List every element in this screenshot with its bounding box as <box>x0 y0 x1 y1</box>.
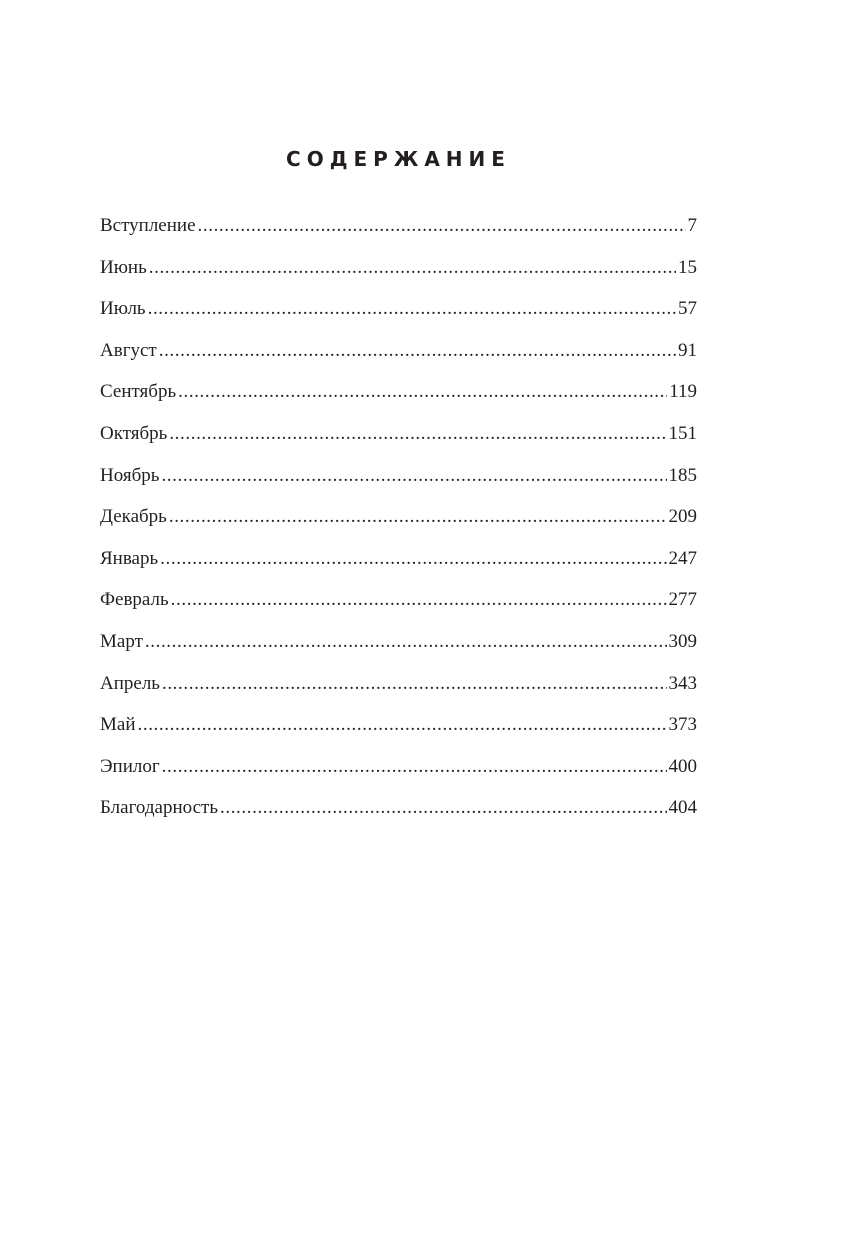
dot-leader <box>160 541 666 577</box>
toc-entry-title: Апрель <box>100 672 160 694</box>
toc-entry <box>100 499 697 541</box>
toc-entry-title: Вступление <box>100 215 196 236</box>
toc-entry-page-number: 209 <box>668 506 697 528</box>
toc-entry-page-number: 119 <box>669 381 697 403</box>
dot-leader <box>169 499 667 535</box>
toc-entry <box>100 416 697 458</box>
toc-entry-title: Август <box>100 339 157 361</box>
toc-entry <box>100 208 697 250</box>
toc-entry-page-number: 343 <box>668 672 697 694</box>
dot-leader <box>145 624 667 660</box>
toc-entry <box>100 624 697 666</box>
table-of-contents <box>100 208 697 832</box>
toc-entry-title: Июль <box>100 298 146 320</box>
toc-entry-page-number: 151 <box>668 422 697 444</box>
dot-leader <box>138 707 667 743</box>
toc-entry-page-number: 247 <box>668 547 697 569</box>
dot-leader <box>171 582 667 618</box>
toc-entry <box>100 250 697 292</box>
toc-entry-page-number: 57 <box>678 298 697 320</box>
toc-entry <box>100 749 697 791</box>
toc-entry-page-number: 185 <box>668 464 697 486</box>
toc-entry-title: Май <box>100 714 136 736</box>
toc-entry-title: Март <box>100 630 143 652</box>
toc-entry-page-number: 91 <box>678 339 697 361</box>
dot-leader <box>162 749 667 785</box>
toc-entry-page-number: 15 <box>678 256 697 278</box>
dot-leader <box>169 416 666 452</box>
dot-leader <box>148 291 676 327</box>
dot-leader <box>161 458 666 494</box>
toc-entry-page-number: 400 <box>668 755 697 777</box>
toc-entry <box>100 333 697 375</box>
toc-entry <box>100 790 697 832</box>
toc-entry <box>100 707 697 749</box>
toc-entry <box>100 666 697 708</box>
toc-entry-title: Октябрь <box>100 422 168 444</box>
toc-entry-page-number: 404 <box>668 797 697 819</box>
dot-leader <box>162 666 667 702</box>
toc-entry-title: Июнь <box>100 256 147 278</box>
dot-leader <box>198 208 686 244</box>
toc-entry <box>100 291 697 333</box>
toc-entry-title: Январь <box>100 547 159 569</box>
toc-entry-title: Сентябрь <box>100 381 177 403</box>
toc-entry-page-number: 373 <box>668 714 697 736</box>
dot-leader <box>220 790 667 826</box>
toc-entry-title: Ноябрь <box>100 464 160 486</box>
toc-entry-page-number: 277 <box>668 589 697 611</box>
dot-leader <box>149 250 676 286</box>
toc-entry <box>100 458 697 500</box>
toc-entry-title: Благодарность <box>100 797 218 819</box>
toc-entry-page-number: 7 <box>687 215 697 236</box>
toc-entry <box>100 541 697 583</box>
toc-entry-title: Декабрь <box>100 506 167 528</box>
toc-entry-page-number: 309 <box>668 630 697 652</box>
toc-entry <box>100 374 697 416</box>
dot-leader <box>159 333 676 369</box>
dot-leader <box>178 374 667 410</box>
toc-heading: СОДЕРЖАНИЕ <box>286 147 511 171</box>
toc-entry-title: Эпилог <box>100 755 160 777</box>
toc-entry-title: Февраль <box>100 589 169 611</box>
toc-entry <box>100 582 697 624</box>
